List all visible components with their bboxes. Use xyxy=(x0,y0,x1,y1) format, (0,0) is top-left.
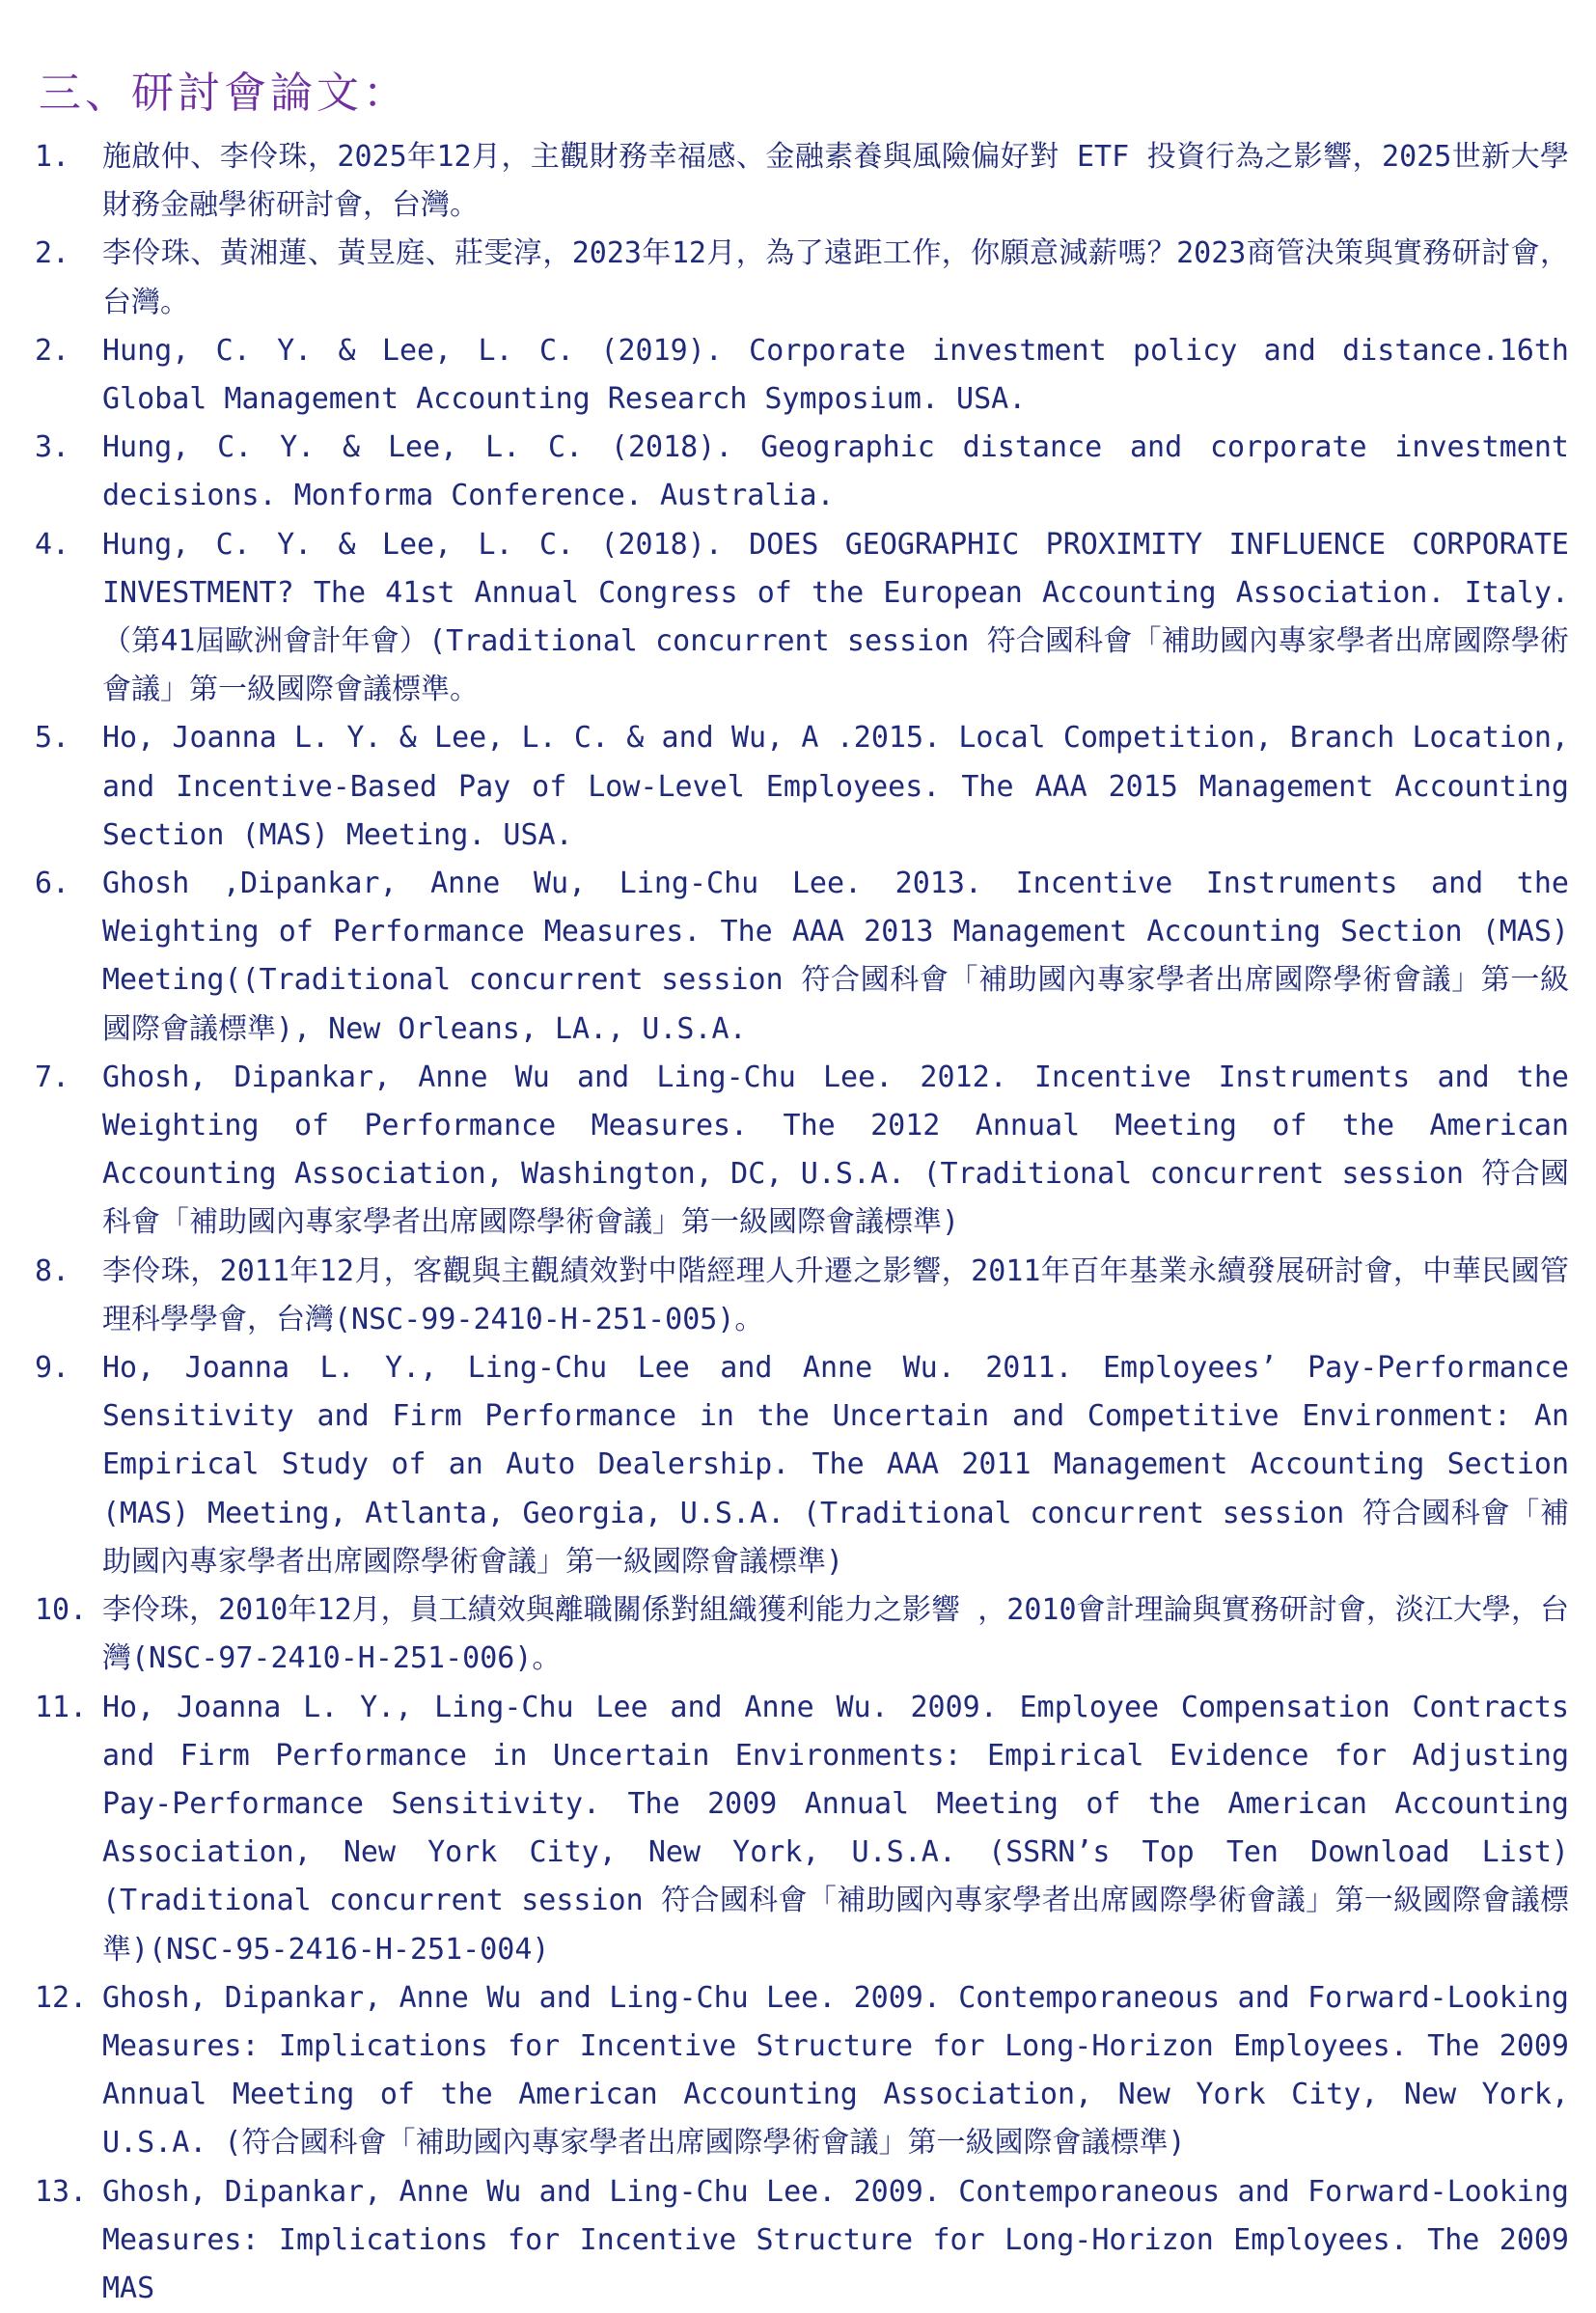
section-heading: 三、研討會論文： xyxy=(39,69,409,118)
conference-paper-list xyxy=(35,133,1569,2313)
paper-entry xyxy=(35,860,1569,1054)
entry-text: Hung, C. Y. & Lee, L. C. (2018). Geographic distance and corporate investment decisions. Monforma Conference. Australia. xyxy=(102,430,1569,513)
paper-entry xyxy=(35,2168,1569,2313)
entry-text: Ho, Joanna L. Y., Ling-Chu Lee and Anne Wu. 2011. Employees’ Pay-Performance Sensitivity and Firm Performance in the Uncertain and Competitive Environment: An Empirical Study of an Auto Dealership. The AAA 2011 Management Accounting Section (MAS) Meeting, Atlanta, Georgia, U.S.A. (Traditional concurrent session 符合國科會「補助國內專家學者出席國際學術會議」第一級國際會議標準) xyxy=(102,1351,1569,1579)
paper-entry xyxy=(35,1344,1569,1586)
entry-number: 6. xyxy=(35,867,70,901)
entry-number: 10. xyxy=(35,1593,88,1628)
paper-entry xyxy=(35,230,1569,326)
paper-entry xyxy=(35,327,1569,424)
entry-text: Hung, C. Y. & Lee, L. C. (2018). DOES GEOGRAPHIC PROXIMITY INFLUENCE CORPORATE INVESTMENT? The 41st Annual Congress of the European Accounting Association. Italy.（第41屆歐洲會計年會）(Traditional concurrent session 符合國科會「補助國內專家學者出席國際學術會議」第一級國際會議標準。 xyxy=(102,527,1569,707)
entry-text: Hung, C. Y. & Lee, L. C. (2019). Corporate investment policy and distance.16th Global Management Accounting Research Symposium. USA. xyxy=(102,333,1569,417)
entry-number: 1. xyxy=(35,140,70,174)
paper-entry xyxy=(35,1586,1569,1683)
entry-number: 5. xyxy=(35,721,70,756)
entry-number: 2. xyxy=(35,333,70,368)
entry-text: 李伶珠，2010年12月，員工績效與離職關係對組織獲利能力之影響 ，2010會計理論與實務研討會，淡江大學，台灣(NSC-97-2410-H-251-006)。 xyxy=(102,1593,1569,1676)
entry-text: Ghosh, Dipankar, Anne Wu and Ling-Chu Lee. 2009. Contemporaneous and Forward-Looking Measures: Implications for Incentive Structure for Long-Horizon Employees. The 2009 Annual Meeting of the American Accounting Association, New York City, New York, U.S.A. (符合國科會「補助國內專家學者出席國際學術會議」第一級國際會議標準) xyxy=(102,1980,1569,2161)
entry-number: 12. xyxy=(35,1980,88,2015)
entry-text: Ho, Joanna L. Y. & Lee, L. C. & and Wu, A .2015. Local Competition, Branch Location, and Incentive-Based Pay of Low-Level Employees. The AAA 2015 Management Accounting Section (MAS) Meeting. USA. xyxy=(102,721,1569,852)
entry-number: 13. xyxy=(35,2174,88,2209)
entry-text: Ghosh ,Dipankar, Anne Wu, Ling-Chu Lee. 2013. Incentive Instruments and the Weighting of Performance Measures. The AAA 2013 Management Accounting Section (MAS) Meeting((Traditional concurrent session 符合國科會「補助國內專家學者出席國際學術會議」第一級國際會議標準), New Orleans, LA., U.S.A. xyxy=(102,867,1569,1046)
paper-entry xyxy=(35,133,1569,230)
entry-text: 李伶珠，2011年12月，客觀與主觀績效對中階經理人升遷之影響，2011年百年基業永續發展研討會，中華民國管理科學學會，台灣(NSC-99-2410-H-251-005)。 xyxy=(102,1253,1569,1336)
paper-entry xyxy=(35,1054,1569,1248)
entry-number: 9. xyxy=(35,1351,70,1386)
entry-text: Ghosh, Dipankar, Anne Wu and Ling-Chu Lee. 2012. Incentive Instruments and the Weighting of Performance Measures. The 2012 Annual Meeting of the American Accounting Association, Washington, DC, U.S.A. (Traditional concurrent session 符合國科會「補助國內專家學者出席國際學術會議」第一級國際會議標準) xyxy=(102,1060,1569,1240)
paper-entry xyxy=(35,1684,1569,1974)
paper-entry xyxy=(35,521,1569,715)
entry-number: 11. xyxy=(35,1690,88,1724)
entry-text: Ho, Joanna L. Y., Ling-Chu Lee and Anne Wu. 2009. Employee Compensation Contracts and Firm Performance in Uncertain Environments: Empirical Evidence for Adjusting Pay-Performance Sensitivity. The 2009 Annual Meeting of the American Accounting Association, New York City, New York, U.S.A. (SSRN’s Top Ten Download List) (Traditional concurrent session 符合國科會「補助國內專家學者出席國際學術會議」第一級國際會議標準)(NSC-95-2416-H-251-004) xyxy=(102,1690,1569,1967)
paper-entry xyxy=(35,1248,1569,1344)
paper-entry xyxy=(35,1974,1569,2168)
paper-entry xyxy=(35,714,1569,860)
entry-number: 8. xyxy=(35,1253,70,1288)
entry-number: 7. xyxy=(35,1060,70,1094)
entry-text: 李伶珠、黃湘蓮、黃昱庭、莊雯淳，2023年12月，為了遠距工作，你願意減薪嗎？2023商管決策與實務研討會，台灣。 xyxy=(102,236,1569,319)
paper-entry xyxy=(35,424,1569,520)
entry-text: Ghosh, Dipankar, Anne Wu and Ling-Chu Lee. 2009. Contemporaneous and Forward-Looking Measures: Implications for Incentive Structure for Long-Horizon Employees. The 2009 MAS xyxy=(102,2174,1569,2305)
entry-number: 3. xyxy=(35,430,70,465)
entry-number: 2. xyxy=(35,236,70,271)
entry-text: 施啟仲、李伶珠，2025年12月，主觀財務幸福感、金融素養與風險偏好對 ETF 投資行為之影響，2025世新大學財務金融學術研討會，台灣。 xyxy=(102,140,1569,223)
entry-number: 4. xyxy=(35,527,70,562)
